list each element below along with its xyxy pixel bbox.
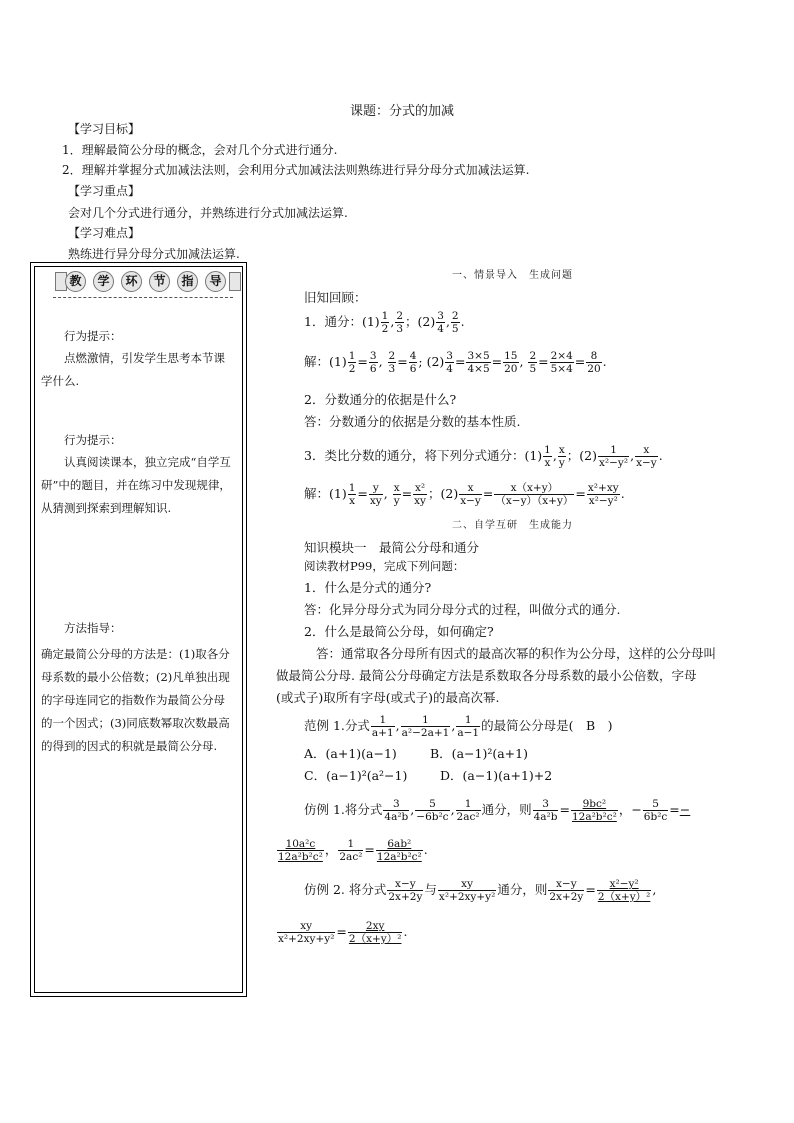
method-text: 确定最简公分母的方法是：(1)取各分母系数的最小公倍数；(2)凡单独出现的字母连同它的指数作为最简公分母的一个因式；(3)同底数幂取次数最高的得到的因式的积就是最简公分母. — [41, 647, 230, 753]
knowledge-answer-2-line3: (或式子)取所有字母(或式子)的最高次幂. — [276, 690, 500, 705]
review-heading: 旧知回顾： — [304, 290, 367, 305]
question-1: 1．通分：(1) $\frac{1}{2}$ , $\frac{2}{3}$ ；(2) $\frac{3}{4}$ , $\frac{2}{5}$ . — [304, 310, 465, 335]
knowledge-answer-2-line2: 做最简公分母. 最简公分母确定方法是系数取各分母系数的最小公倍数，字母 — [276, 668, 697, 683]
tip2-text: 认真阅读课本，独立完成“自学互研”中的题目，并在练习中发现规律，从猜测到探索到理解知识. — [41, 455, 231, 515]
banner-char: 指 — [177, 271, 198, 292]
module-1-heading: 知识模块一 最简公分母和通分 — [304, 540, 480, 555]
banner-char: 导 — [205, 271, 226, 292]
guide-sidebar — [30, 262, 247, 997]
guide-banner — [59, 271, 231, 291]
keypoint-heading: 【学习重点】 — [68, 184, 141, 198]
method-heading: 方法指导： — [64, 621, 122, 635]
knowledge-question-1: 1．什么是分式的通分? — [304, 580, 432, 595]
practice-1: 仿例 1.将分式 $\frac{3}{\text{4a²b}}$ , $\frac{5}{\text{−6b²c}}$ , $\frac{1}{\text{2ac²}}$ 通分，则 $\frac{3}{\text{4a²b}}$ = $\frac{\text{9bc²}}{\text{12a²b²c²}}$ ，− $\frac{5}{\text{6b²c}}$ =− — [304, 798, 691, 823]
answer-2: 答：分数通分的依据是分数的基本性质. — [304, 414, 521, 429]
reading-instruction: 阅读教材P99，完成下列问题： — [304, 559, 465, 573]
page-title: 课题：分式的加减 — [350, 104, 455, 119]
practice-2: 仿例 2. 将分式 $\frac{x-y}{2x+2y}$ 与 $\frac{xy}{\text{x²+2xy+y²}}$ 通分，则 $\frac{x-y}{2x+2y}$ = $\frac{\text{x²−y²}}{\text{2（x+y）²}}$ , — [304, 878, 657, 903]
example-1: 范例 1.分式 $\frac{1}{a+1}$ , $\frac{1}{\text{a²−2a+1}}$ , $\frac{1}{a-1}$ 的最简公分母是( B ) — [304, 714, 613, 739]
objective-2: 2．理解并掌握分式加减法法则，会利用分式加减法法则熟练进行异分母分式加减法运算. — [62, 163, 530, 177]
banner-char: 环 — [121, 271, 142, 292]
question-3: 3．类比分数的通分，将下列分式通分：(1) $\frac{1}{x}$ , $\frac{x}{y}$ ；(2) $\frac{1}{\text{x²−y²}}$ , $\frac{x}{x-y}$ . — [304, 444, 663, 469]
difficulty-text: 熟练进行异分母分式加减法运算. — [68, 247, 240, 261]
tip2-heading: 行为提示： — [64, 433, 122, 447]
section-1-heading: 一、情景导入 生成问题 — [452, 270, 573, 281]
example-1-option-b: B．(a−1)²(a+1) — [430, 746, 528, 761]
section-2-heading: 二、自学互研 生成能力 — [452, 520, 573, 531]
knowledge-answer-1: 答：化异分母分式为同分母分式的过程，叫做分式的通分. — [304, 602, 621, 617]
tip1-text: 点燃激情，引发学生思考本节课学什么. — [41, 351, 225, 388]
solution-3: 解：(1) $\frac{1}{x}$ = $\frac{y}{xy}$ , $\frac{x}{y}$ = $\frac{\text{x²}}{xy}$ ；(2) $\frac{x}{x-y}$ = $\frac{x(x+y)}{(x-y)(x+y)}$ = $\frac{\text{x²+xy}}{\text{x²−y²}}$ . — [304, 482, 625, 507]
banner-divider — [53, 297, 233, 298]
knowledge-answer-2-line1: 答：通常取各分母所有因式的最高次幂的积作为公分母，这样的公分母叫 — [316, 646, 717, 661]
banner-char: 学 — [93, 271, 114, 292]
tip1-heading: 行为提示： — [64, 329, 122, 343]
objectives-heading: 【学习目标】 — [68, 122, 141, 136]
keypoint-text: 会对几个分式进行通分，并熟练进行分式加减法运算. — [68, 206, 348, 220]
banner-char: 节 — [149, 271, 170, 292]
practice-2-cont: $\frac{xy}{\text{x²+2xy+y²}}$ = $\frac{2xy}{\text{2（x+y）²}}$ . — [278, 920, 408, 945]
question-2: 2．分数通分的依据是什么? — [304, 392, 457, 407]
knowledge-question-2: 2．什么是最简公分母，如何确定? — [304, 624, 494, 639]
difficulty-heading: 【学习难点】 — [68, 226, 141, 240]
example-1-option-d: D．(a−1)(a+1)+2 — [440, 768, 553, 783]
banner-cap-right — [229, 272, 241, 291]
banner-char: 教 — [65, 271, 86, 292]
example-1-option-a: A．(a+1)(a−1) — [304, 746, 397, 761]
solution-1: 解：(1) $\frac{1}{2}$ = $\frac{3}{6}$ , $\frac{2}{3}$ = $\frac{4}{6}$ ; (2) $\frac{3}{4}$ = $\frac{3\times 5}{4\times 5}$ = $\frac{15}{20}$ , $\frac{2}{5}$ = $\frac{2\times 4}{5\times 4}$ = $\frac{8}{20}$ . — [304, 350, 607, 375]
example-1-option-c: C．(a−1)²(a²−1) — [304, 768, 408, 783]
practice-1-cont: $\frac{\text{10a²c}}{\text{12a²b²c²}}$ ， $\frac{1}{\text{2ac²}}$ = $\frac{\text{6ab²}}{\text{12a²b²c²}}$ . — [278, 838, 428, 863]
objective-1: 1．理解最简公分母的概念，会对几个分式进行通分. — [62, 143, 338, 157]
